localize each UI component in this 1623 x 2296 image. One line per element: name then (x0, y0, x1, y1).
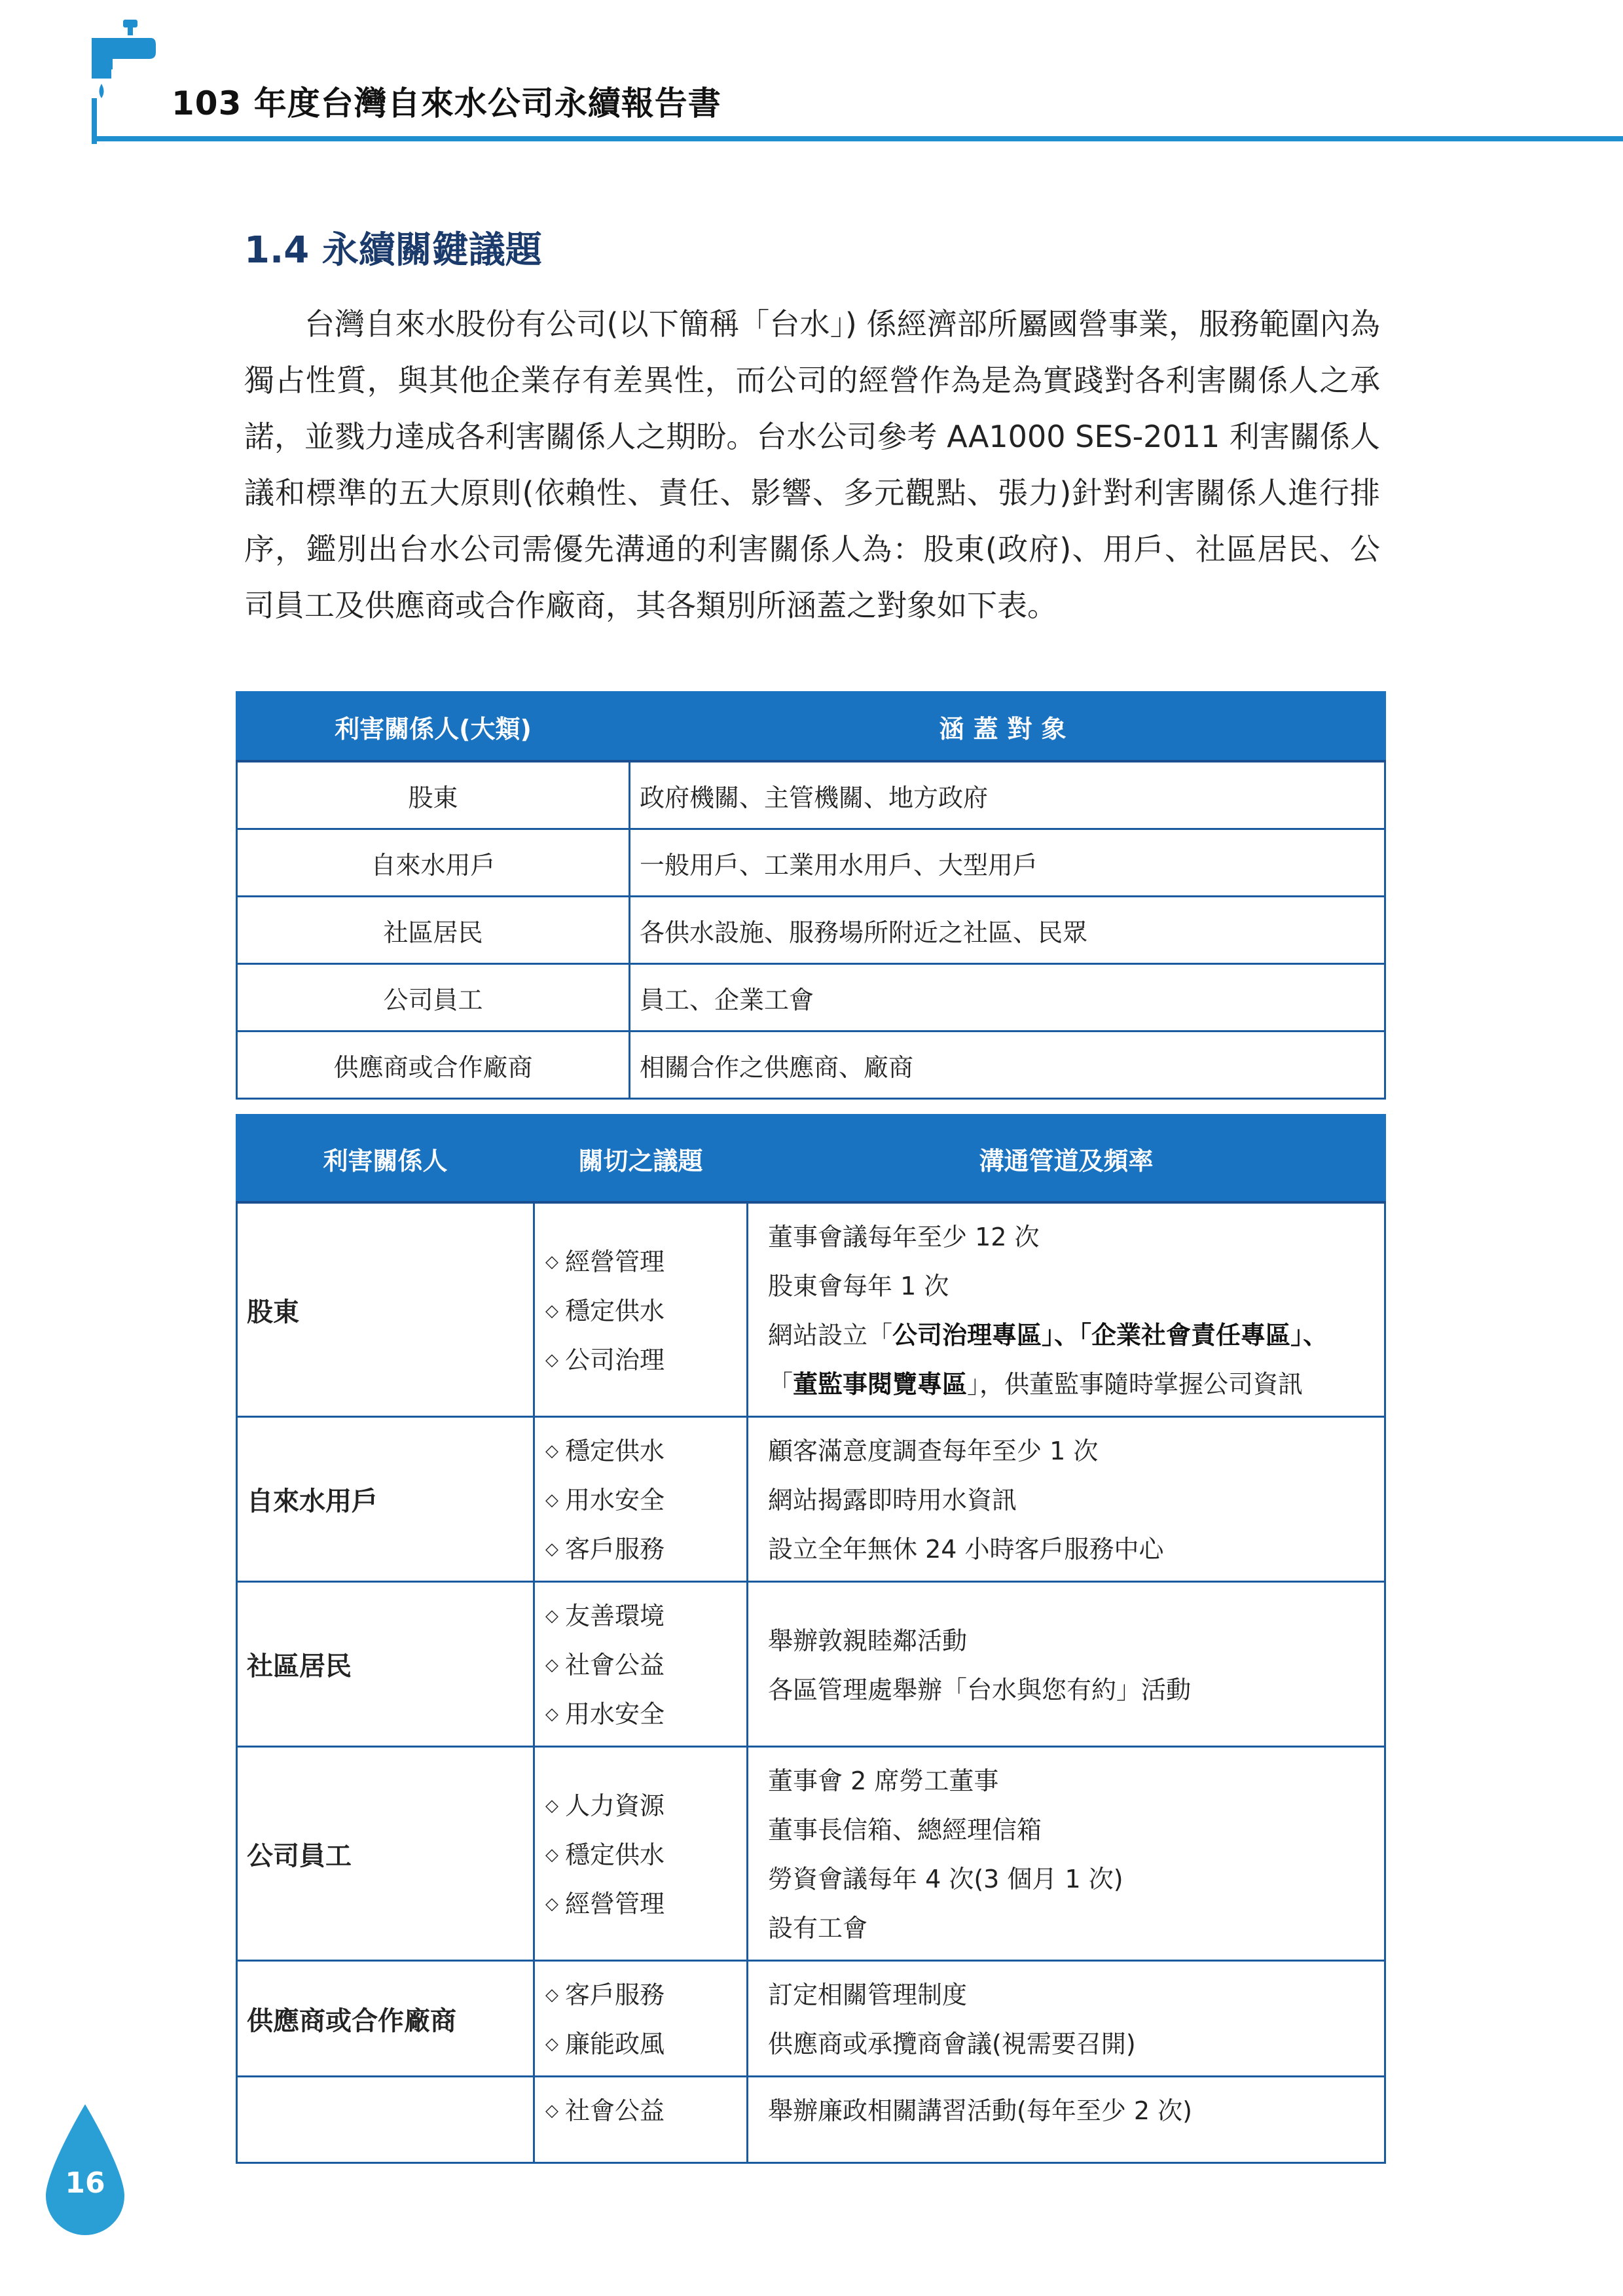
coverage-cell: 各供水設施、服務場所附近之社區、民眾 (630, 897, 1385, 964)
stakeholder-cell: 自來水用戶 (237, 829, 630, 897)
table-row (237, 1031, 1385, 1099)
table-row (237, 2077, 1385, 2163)
table-row (237, 829, 1385, 897)
channel-item: 供應商或承攬商會議(視需要召開) (768, 2030, 1136, 2058)
topics-cell (534, 2077, 748, 2163)
table-row (237, 1747, 1385, 1961)
coverage-cell: 相關合作之供應商、廠商 (630, 1031, 1385, 1099)
diamond-bullet-icon: ◇ (545, 1893, 558, 1914)
column-header: 關切之議題 (534, 1115, 748, 1203)
topics-cell (534, 1961, 748, 2077)
topic-item: ◇ 用水安全 (535, 1690, 746, 1739)
diamond-bullet-icon: ◇ (545, 1300, 558, 1321)
channel-item: 各區管理處舉辦「台水與您有約」活動 (768, 1675, 1192, 1704)
column-header: 涵蓋對象 (630, 692, 1385, 762)
topics-cell (534, 1202, 748, 1417)
channels-cell (748, 1417, 1385, 1582)
topic-item: ◇ 穩定供水 (535, 1427, 746, 1476)
table-header-row (237, 1115, 1385, 1203)
stakeholder-name: 供應商或合作廠商 (237, 1961, 534, 2077)
topic-item: ◇ 社會公益 (535, 2087, 746, 2136)
channel-item: 舉辦敦親睦鄰活動 (768, 1626, 968, 1655)
intro-paragraph: 台灣自來水股份有公司(以下簡稱「台水」) 係經濟部所屬國營事業，服務範圍內為獨占性質，與其他企業存有差異性，而公司的經營作為是為實踐對各利害關係人之承諾，並戮力達成各利害關係人之期盼。台水公司參考 AA1000 SES-2011 利害關係人議和標準的五大原則(依賴性、責任、影響、多元觀點、張力)針對利害關係人進行排序，鑑別出台水公司需優先溝通的利害關係人為：股東(政府)、用戶、社區居民、公司員工及供應商或合作廠商，其各類別所涵蓋之對象如下表。 (244, 306, 1380, 623)
channel-item: 勞資會議每年 4 次(3 個月 1 次) (768, 1865, 1123, 1893)
channels-cell (748, 2077, 1385, 2163)
topic-item: ◇ 公司治理 (535, 1336, 746, 1385)
topic-item: ◇ 人力資源 (535, 1782, 746, 1831)
table-row (237, 964, 1385, 1031)
stakeholder-cell: 供應商或合作廠商 (237, 1031, 630, 1099)
channel-item: 設有工會 (768, 1914, 868, 1943)
channels-cell (748, 1582, 1385, 1747)
channel-item: 網站揭露即時用水資訊 (768, 1486, 1017, 1515)
topics-cell (534, 1582, 748, 1747)
coverage-cell: 政府機關、主管機關、地方政府 (630, 761, 1385, 829)
topic-item: ◇ 客戶服務 (535, 1971, 746, 2020)
channels-cell (748, 1961, 1385, 2077)
table-header-row (237, 692, 1385, 762)
stakeholder-cell: 股東 (237, 761, 630, 829)
stakeholder-category-table (236, 691, 1386, 1100)
topic-item: ◇ 社會公益 (535, 1641, 746, 1690)
stakeholder-name: 股東 (237, 1202, 534, 1417)
faucet-icon (79, 18, 164, 110)
channel-item: 「董監事閱覽專區」，供董監事隨時掌握公司資訊 (768, 1370, 1304, 1399)
diamond-bullet-icon: ◇ (545, 1985, 558, 2005)
channel-item: 舉辦廉政相關講習活動(每年至少 2 次) (768, 2096, 1192, 2125)
diamond-bullet-icon: ◇ (545, 1606, 558, 1626)
table-row (237, 1202, 1385, 1417)
channel-item: 董事長信箱、總經理信箱 (768, 1816, 1042, 1844)
topic-item: ◇ 廉能政風 (535, 2020, 746, 2069)
topic-item: ◇ 經營管理 (535, 1880, 746, 1929)
topic-item: ◇ 客戶服務 (535, 1525, 746, 1574)
topic-item: ◇ 穩定供水 (535, 1831, 746, 1880)
topic-item: ◇ 友善環境 (535, 1592, 746, 1641)
channel-item: 顧客滿意度調查每年至少 1 次 (768, 1437, 1099, 1465)
stakeholder-name: 自來水用戶 (237, 1417, 534, 1582)
diamond-bullet-icon: ◇ (545, 1655, 558, 1675)
channel-item: 董事會 2 席勞工董事 (768, 1767, 999, 1795)
stakeholder-name: 社區居民 (237, 1582, 534, 1747)
channel-item: 網站設立「公司治理專區」、「企業社會責任專區」、 (768, 1321, 1328, 1350)
coverage-cell: 一般用戶、工業用水用戶、大型用戶 (630, 829, 1385, 897)
topics-cell (534, 1417, 748, 1582)
table-row (237, 1961, 1385, 2077)
header-rule (92, 136, 1623, 141)
diamond-bullet-icon: ◇ (545, 1844, 558, 1865)
topics-cell (534, 1747, 748, 1961)
topic-item: ◇ 經營管理 (535, 1238, 746, 1287)
table-row (237, 1582, 1385, 1747)
topic-item: ◇ 用水安全 (535, 1476, 746, 1525)
channel-item: 董事會議每年至少 12 次 (768, 1223, 1040, 1251)
diamond-bullet-icon: ◇ (545, 2034, 558, 2054)
column-header: 利害關係人(大類) (237, 692, 630, 762)
table-row (237, 1417, 1385, 1582)
stakeholder-cell: 公司員工 (237, 964, 630, 1031)
stakeholder-cell: 社區居民 (237, 897, 630, 964)
diamond-bullet-icon: ◇ (545, 1350, 558, 1370)
diamond-bullet-icon: ◇ (545, 1441, 558, 1461)
diamond-bullet-icon: ◇ (545, 2101, 558, 2121)
channels-cell (748, 1747, 1385, 1961)
coverage-cell: 員工、企業工會 (630, 964, 1385, 1031)
channel-item: 股東會每年 1 次 (768, 1272, 949, 1300)
diamond-bullet-icon: ◇ (545, 1490, 558, 1510)
diamond-bullet-icon: ◇ (545, 1795, 558, 1816)
stakeholder-name (237, 2077, 534, 2163)
report-title: 103 年度台灣自來水公司永續報告書 (172, 84, 721, 122)
diamond-bullet-icon: ◇ (545, 1539, 558, 1559)
section-title: 1.4 永續關鍵議題 (244, 229, 542, 272)
column-header: 溝通管道及頻率 (748, 1115, 1385, 1203)
table-row (237, 761, 1385, 829)
topic-item: ◇ 穩定供水 (535, 1287, 746, 1336)
channels-cell (748, 1202, 1385, 1417)
channel-item: 設立全年無休 24 小時客戶服務中心 (768, 1535, 1164, 1564)
stakeholder-communication-table (236, 1114, 1386, 2164)
channel-item: 訂定相關管理制度 (768, 1981, 968, 2009)
table-row (237, 897, 1385, 964)
diamond-bullet-icon: ◇ (545, 1704, 558, 1724)
stakeholder-name: 公司員工 (237, 1747, 534, 1961)
diamond-bullet-icon: ◇ (545, 1251, 558, 1272)
column-header: 利害關係人 (237, 1115, 534, 1203)
page-number: 16 (65, 2166, 105, 2200)
